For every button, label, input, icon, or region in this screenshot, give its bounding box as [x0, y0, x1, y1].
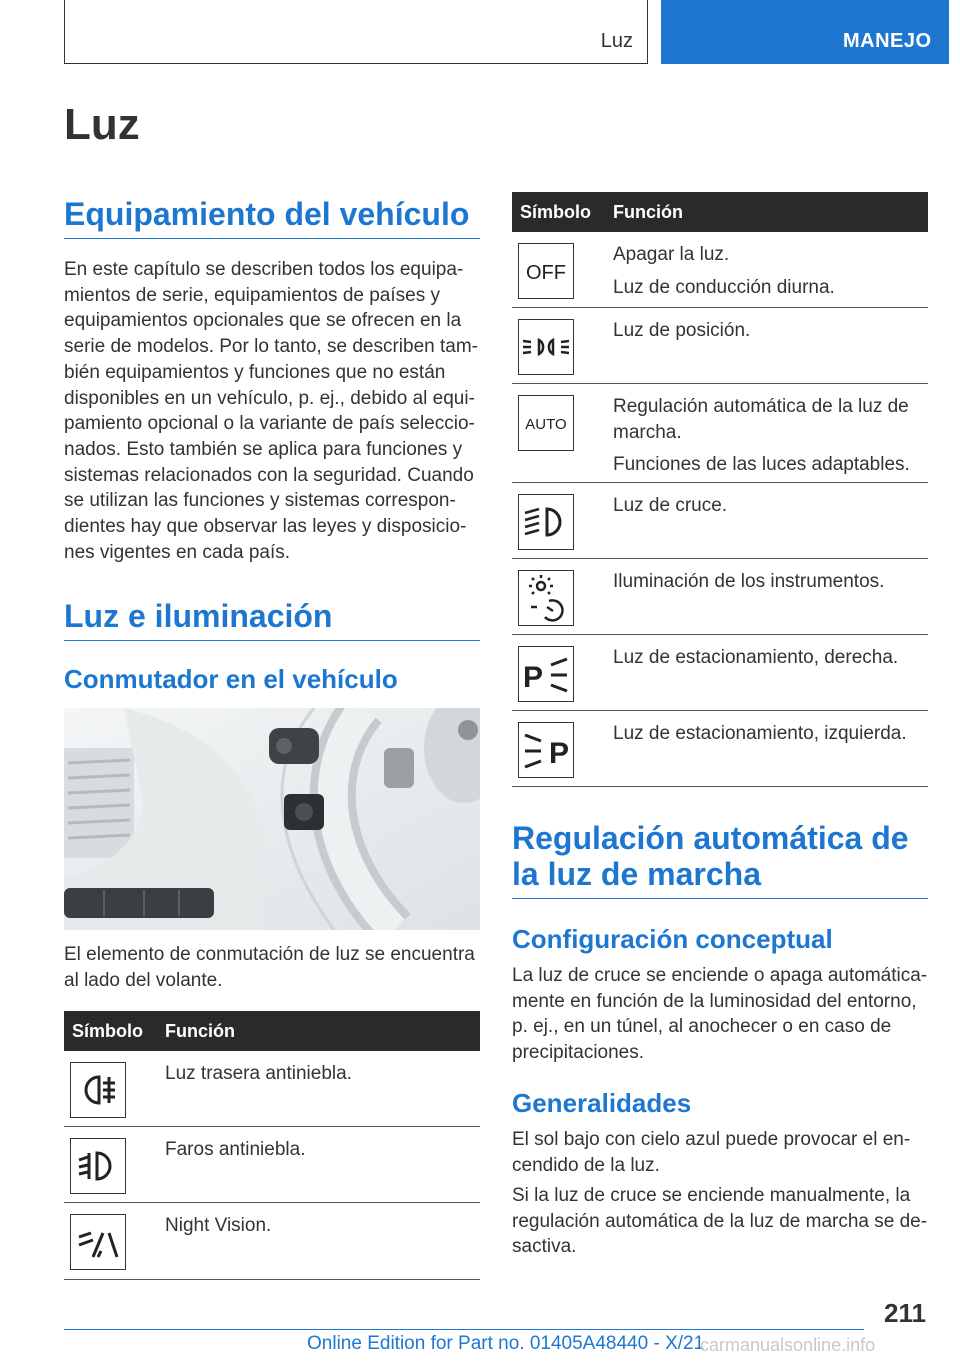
header-section-box — [64, 0, 648, 64]
parking-left-icon — [518, 722, 574, 778]
edition-text: Online Edition for Part no. 01405A48440 - X/21 — [307, 1333, 705, 1354]
function-line: Iluminación de los instrumentos. — [613, 571, 885, 592]
low-beam-icon — [518, 494, 574, 550]
svg-text:AUTO: AUTO — [525, 416, 567, 433]
function-text — [613, 493, 923, 519]
table-header — [64, 1011, 480, 1051]
table-row — [64, 1127, 480, 1203]
table-row — [512, 559, 928, 635]
table-header — [512, 192, 928, 232]
auto-icon — [518, 395, 574, 451]
parking-right-icon — [518, 646, 574, 702]
function-line: Luz de estacionamiento, izquierda. — [613, 723, 907, 744]
page-number: 211 — [884, 1298, 926, 1328]
table-row — [512, 308, 928, 384]
section-title-auto-headlight: Regulación automática de la luz de marcha — [512, 820, 928, 899]
table-row — [512, 711, 928, 787]
instrument-lighting-icon — [518, 570, 574, 626]
front-fog-light-icon — [70, 1138, 126, 1194]
function-text — [613, 645, 923, 671]
svg-text:OFF: OFF — [526, 262, 566, 284]
table-row — [512, 483, 928, 559]
table-row — [64, 1051, 480, 1127]
function-text: Luz trasera antiniebla. — [165, 1063, 352, 1084]
svg-text:P: P — [548, 737, 570, 770]
table-row — [512, 232, 928, 308]
function-line: Luz de conducción diurna. — [613, 276, 835, 298]
table-row — [512, 635, 928, 711]
footer-divider — [64, 1329, 864, 1330]
header-function: Función — [613, 202, 683, 222]
function-text — [613, 721, 923, 747]
subsection-title-switch: Conmutador en el vehículo — [64, 664, 398, 694]
general-paragraph-1: El sol bajo con cielo azul puede provocar el encendido de la luz. — [512, 1129, 911, 1176]
general-paragraph-2: Si la luz de cruce se enciende manualmente, la regulación automática de la luz de marcha se desactiva. — [512, 1185, 928, 1258]
svg-text:P: P — [522, 661, 544, 694]
header-symbol: Símbolo — [72, 1021, 143, 1041]
header-section-label: Luz — [600, 30, 633, 52]
header-symbol: Símbolo — [520, 202, 591, 222]
watermark: carmanualsonline.info — [700, 1335, 876, 1355]
off-icon — [518, 243, 574, 299]
header-chapter-tab — [661, 0, 949, 64]
page-title: Luz — [64, 100, 140, 149]
right-symbol-table — [512, 192, 928, 787]
parking-lights-icon — [518, 319, 574, 375]
night-vision-icon — [70, 1214, 126, 1270]
switch-caption: El elemento de conmutación de luz se encuentra al lado del volante. — [64, 944, 475, 991]
rear-fog-light-icon — [70, 1062, 126, 1118]
concept-paragraph: La luz de cruce se enciende o apaga automáticamente en función de la luminosidad del entorno, p. ej., en un túnel, al anochecer o en caso de precipitaciones. — [512, 965, 928, 1064]
function-text: Night Vision. — [165, 1215, 272, 1236]
steering-wheel-area-illustration — [64, 708, 480, 930]
function-text — [613, 394, 923, 478]
left-symbol-table — [64, 1011, 480, 1280]
function-line: Regulación automática de la luz de marcha. — [613, 396, 909, 443]
function-text — [613, 569, 923, 595]
table-row — [64, 1203, 480, 1280]
function-line: Luz de cruce. — [613, 495, 728, 516]
subsection-title-concept: Configuración conceptual — [512, 924, 833, 954]
function-text: Faros antiniebla. — [165, 1139, 306, 1160]
table-row — [512, 384, 928, 483]
header-chapter-label: MANEJO — [843, 30, 932, 52]
function-line: Funciones de las luces adaptables. — [613, 454, 910, 476]
function-text — [613, 242, 923, 300]
equipment-paragraph: En este capítulo se describen todos los equipamientos de serie, equipamientos de países y equipamientos opcionales que se ofrecen en la serie de modelos. Por lo tanto, se describen también equipamientos y funciones que no están disponibles en un vehículo, p. ej., debido al equipamiento opcional o la variante de país seleccionados. Esto también se aplica para funciones y sistemas relacionados con la seguridad. Cuando se utilizan las funciones y sistemas correspondientes hay que observar las leyes y disposiciones vigentes en cada país. — [64, 259, 478, 563]
function-line: Luz de estacionamiento, derecha. — [613, 647, 899, 668]
section-title-equipment: Equipamiento del vehículo — [64, 196, 480, 239]
function-line: Luz de posición. — [613, 320, 751, 341]
section-title-lighting: Luz e iluminación — [64, 598, 480, 641]
function-text — [613, 318, 923, 344]
function-line: Apagar la luz. — [613, 244, 730, 265]
header-function: Función — [165, 1021, 235, 1041]
vehicle-interior-photo — [64, 708, 480, 930]
subsection-title-general: Generalidades — [512, 1088, 692, 1118]
